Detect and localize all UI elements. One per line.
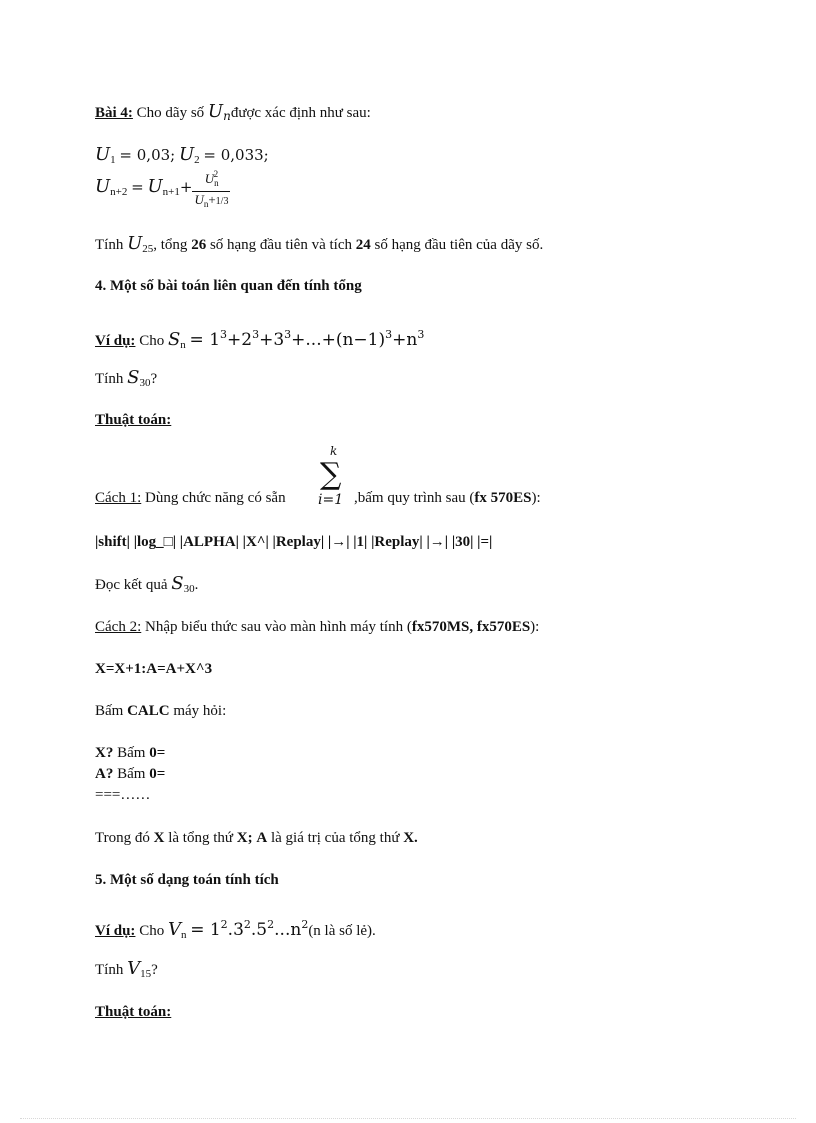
bai4-intro: [95, 102, 371, 126]
section4-ask: [95, 368, 157, 393]
expression-text: X=X+1:A=A+X^3: [95, 661, 213, 677]
recur-lhs: U: [95, 176, 111, 197]
sn-sub: n: [180, 339, 186, 351]
prompt-repeat: [95, 785, 150, 805]
cach1-pre: Dùng chức năng có sẵn: [145, 490, 286, 506]
seq-sub: n: [223, 109, 231, 123]
algo5-label: Thuật toán:: [95, 1004, 172, 1020]
ask-post: ?: [150, 371, 158, 387]
section4-algo: [95, 410, 171, 430]
u2-value: = 0,033;: [203, 146, 269, 164]
bai4-label: Bài 4:: [95, 105, 133, 121]
calc-instruction: [95, 701, 226, 721]
section4-heading: [95, 276, 362, 296]
ask-pre: Tính: [95, 371, 124, 387]
ask-sub: 30: [139, 377, 151, 389]
ask-var: S: [127, 367, 140, 388]
sigma-bottom: i=1: [318, 492, 344, 508]
fraction-numerator: $U_n^2$: [192, 166, 230, 192]
section5-example: [95, 915, 376, 945]
u2-var: U: [178, 144, 195, 165]
section5-heading: [95, 870, 279, 890]
bai4-task: [95, 234, 543, 259]
explain-x: X: [153, 830, 165, 846]
example5-label: Ví dụ:: [95, 923, 136, 939]
prompt-a: [95, 764, 165, 784]
fraction-denominator: $U_n+1/3$: [194, 191, 229, 209]
sn-formula: = $1^3+2^3+3^3+...+(n-1)^3+n^3$: [189, 328, 425, 350]
key-sequence-text: |shift| |log_□| |ALPHA| |X^| |Replay| |→| |1| |Replay| |→| |30| |=|: [95, 534, 493, 550]
task-n24: 24: [355, 237, 371, 253]
example5-pre: Cho: [139, 923, 165, 939]
section5-ask: [95, 959, 158, 984]
q2-mid: Bấm: [117, 766, 146, 782]
q2-var: A?: [95, 766, 114, 782]
vn-formula: = $1^2.3^2.5^2...n^2$: [190, 918, 309, 940]
cach1-line: [95, 488, 286, 508]
explain-x2: X;: [236, 830, 253, 846]
sigma-top: k: [330, 444, 338, 458]
read-result: [95, 574, 198, 599]
cach2-end: ):: [530, 619, 540, 635]
q3-text: ===……: [95, 787, 151, 803]
example-label: Ví dụ:: [95, 333, 136, 349]
ask5-sub: 15: [140, 968, 152, 980]
example-pre: Cho: [139, 333, 165, 349]
task-mid1: , tổng: [153, 237, 188, 253]
cach1-label: Cách 1:: [95, 490, 142, 506]
u1-var: U: [95, 144, 111, 165]
ask5-pre: Tính: [95, 962, 124, 978]
prompt-x: [95, 743, 165, 763]
recur-t1: U: [147, 176, 163, 197]
u1-sub: 1: [110, 154, 116, 166]
recur-lhs-sub: n+2: [110, 186, 128, 198]
calc-expression: [95, 659, 212, 679]
ask5-post: ?: [151, 962, 158, 978]
recur-eq: =: [131, 178, 144, 196]
recur-fraction: [192, 166, 230, 212]
u2-sub: 2: [194, 154, 200, 166]
cach1-end: ):: [531, 490, 541, 506]
task-pre: Tính: [95, 237, 124, 253]
q1-val: 0=: [149, 745, 166, 761]
cach2-pre: Nhập biểu thức sau vào màn hình máy tính (: [145, 619, 412, 635]
u1-value: = 0,03;: [119, 146, 176, 164]
sn-var: S: [167, 329, 181, 350]
cach2-line: [95, 617, 539, 637]
recur-plus: +: [179, 178, 193, 196]
ask5-var: V: [127, 958, 141, 979]
explain-x3: X.: [403, 830, 418, 846]
explain-a: A: [256, 830, 268, 846]
read-sub: 30: [183, 583, 195, 595]
cach1-model: fx 570ES: [474, 490, 532, 506]
task-var: U: [127, 233, 143, 254]
sigma-symbol: [318, 444, 344, 508]
explanation: [95, 828, 418, 848]
read-var: S: [171, 573, 184, 594]
q1-mid: Bấm: [117, 745, 146, 761]
cach1-rest: [354, 488, 541, 508]
section4-heading-text: 4. Một số bài toán liên quan đến tính tổng: [95, 278, 362, 294]
section5-heading-text: 5. Một số dạng toán tính tích: [95, 872, 279, 888]
explain-mid1: là tổng thứ: [168, 830, 234, 846]
cach2-label: Cách 2:: [95, 619, 142, 635]
bai4-text-post: được xác định như sau:: [230, 105, 371, 121]
algo-label: Thuật toán:: [95, 412, 172, 428]
sigma-glyph: ∑: [320, 457, 342, 492]
recur-t1-sub: n+1: [162, 186, 180, 198]
q1-var: X?: [95, 745, 114, 761]
vn-var: V: [167, 919, 181, 940]
calc-post: máy hỏi:: [173, 703, 227, 719]
cach2-models: fx570MS, fx570ES: [411, 619, 531, 635]
seq-var: U: [207, 101, 224, 122]
page-bottom-divider: [20, 1118, 796, 1119]
q2-val: 0=: [149, 766, 166, 782]
formula-recurrence: [95, 165, 230, 214]
read-post: .: [194, 577, 199, 593]
read-pre: Đọc kết quả: [95, 577, 168, 593]
explain-mid2: là giá trị của tổng thứ: [270, 830, 400, 846]
calc-key: CALC: [127, 703, 170, 719]
explain-pre: Trong đó: [95, 830, 150, 846]
task-n26: 26: [191, 237, 207, 253]
calc-pre: Bấm: [95, 703, 124, 719]
vn-sub: n: [180, 929, 187, 941]
task-var-sub: 25: [142, 243, 154, 255]
section5-algo: [95, 1002, 171, 1022]
cach1-mid: ,bấm quy trình sau (: [354, 490, 475, 506]
vn-note: (n là số lẻ).: [308, 923, 376, 939]
task-post: số hạng đầu tiên của dãy số.: [374, 237, 544, 253]
bai4-text-pre: Cho dãy số: [136, 105, 205, 121]
section4-example: [95, 325, 424, 355]
key-sequence: [95, 532, 492, 552]
task-mid2: số hạng đầu tiên và tích: [209, 237, 352, 253]
